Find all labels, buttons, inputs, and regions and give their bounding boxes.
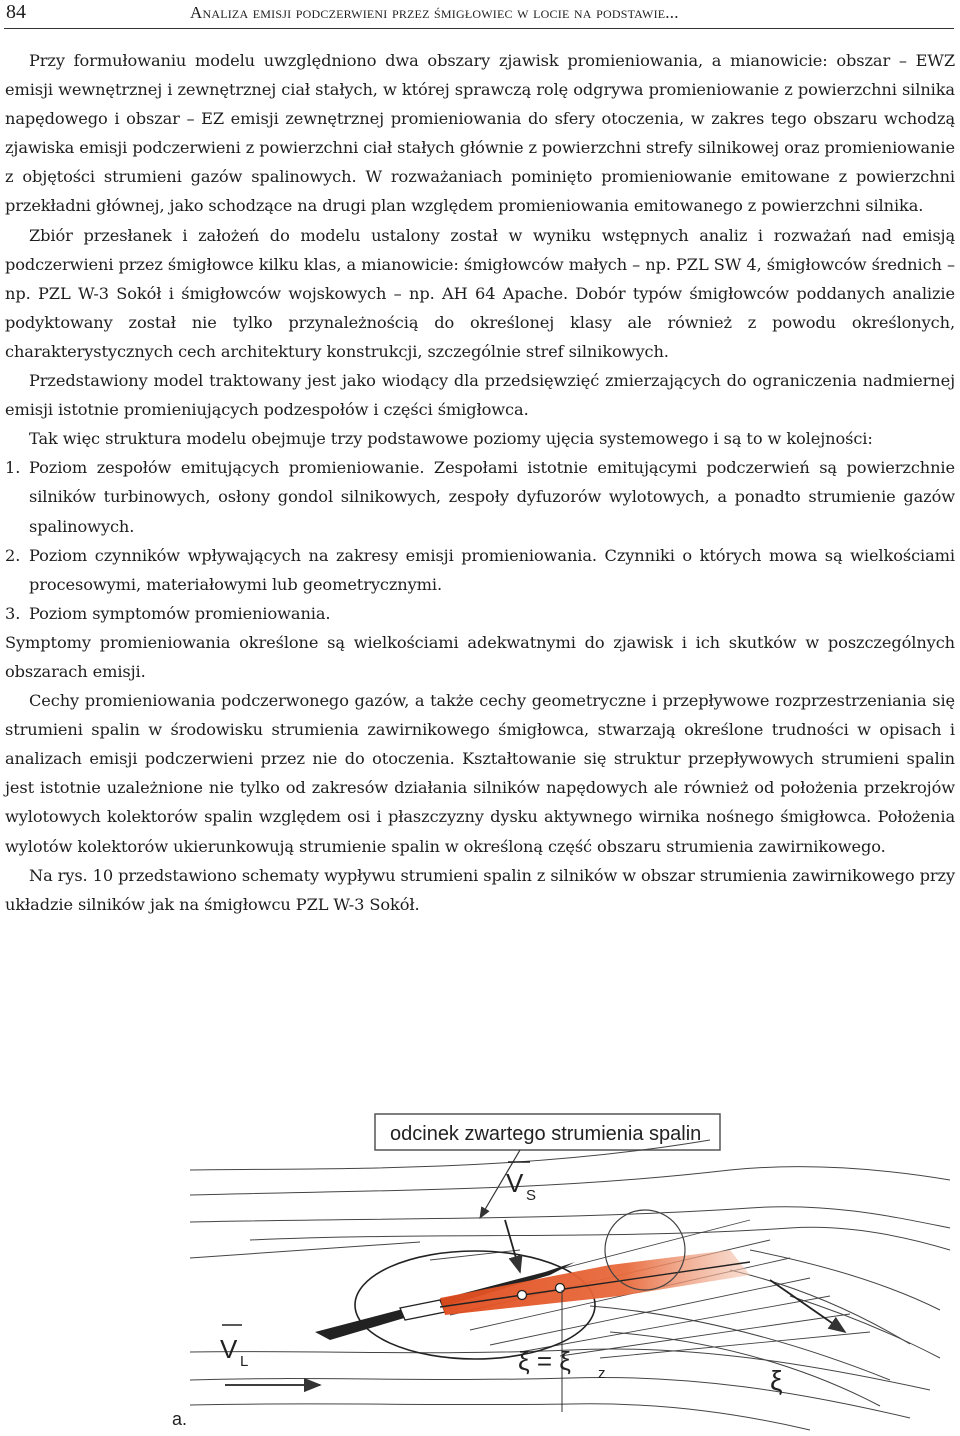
list-item-number: 2. [5, 545, 21, 565]
vs-arrow [505, 1220, 520, 1272]
xi-label: ξ [770, 1365, 783, 1396]
body-text [5, 46, 955, 919]
list-item-text: Poziom zespołów emitujących promieniowanie. Zespołami istotnie emitującymi podczerwień są powierzchnie silników turbinowych, osłony gondol silnikowych, zespoły dyfuzorów wylotowych, a ponadto strumienie gazów spalinowych. [29, 458, 955, 536]
vs-label-sub: S [526, 1187, 537, 1204]
paragraph: Zbiór przesłanek i założeń do modelu ustalony został w wyniku wstępnych analiz i rozważań nad emisją podczerwieni przez śmigłowce kilku klas, a mianowicie: śmigłowców małych – np. PZL SW 4, śmigłowców średnich – np. PZL W-3 Sokół i śmigłowców wojskowych – np. AH 64 Apache. Dobór typów śmigłowców poddanych analizie podyktowany został nie tylko przynależnością do określonej klasy ale również z powodu określonych, charakterystycznych cech architektury konstrukcji, szczególnie stref silnikowych. [5, 225, 955, 361]
vs-label: V [506, 1168, 524, 1198]
exhaust-flow-figure [172, 1100, 950, 1430]
xi-equals-label: ξ = ξ [518, 1346, 571, 1376]
running-title: Analiza emisji podczerwieni przez śmigłowiec w locie na podstawie... [190, 3, 679, 22]
list-item [5, 541, 955, 599]
figure-caption-letter: a. [172, 1409, 188, 1429]
list-item-number: 3. [5, 603, 21, 623]
list-item [5, 599, 955, 628]
vl-label-sub: L [240, 1353, 249, 1370]
vl-label: V [220, 1334, 238, 1364]
list-item-number: 1. [5, 458, 21, 478]
list-item-text: Poziom symptomów promieniowania. [29, 603, 331, 623]
jet-point [518, 1291, 527, 1300]
page-number: 84 [6, 1, 26, 23]
exhaust-flow-diagram [172, 1100, 950, 1430]
paragraph: Cechy promieniowania podczerwonego gazów, a także cechy geometryczne i przepływowe rozprzestrzeniania się strumieni spalin w środowisku strumienia zawirnikowego śmigłowca, stwarzają określone trudności w opisach i analizach emisji podczerwieni przez nie do otoczenia. Kształtowanie się struktur przepływowych strumieni spalin jest istotnie uzależnione nie tylko od zakresów działania silników napędowych ale również od położenia przekrojów wylotowych kolektorów spalin względem osi i płaszczyzny dysku aktywnego wirnika nośnego śmigłowca. Położenia wylotów kolektorów ukierunkowują strumienie spalin w określoną część obszaru strumienia zawirnikowego. [5, 691, 955, 856]
xi-equals-label-sub: z [598, 1365, 606, 1382]
list-item-text: Poziom czynników wpływających na zakresy emisji promieniowania. Czynniki o których mowa są wielkościami procesowymi, materiałowymi lub geometrycznymi. [29, 545, 955, 594]
engine-nacelle [400, 1300, 445, 1320]
paragraph: Przy formułowaniu modelu uwzględniono dwa obszary zjawisk promieniowania, a mianowicie: obszar – EWZ emisji wewnętrznej i zewnętrznej ciał stałych, w której sprawczą rolę odgrywa promieniowanie z powierzchni silnika napędowego i obszar – EZ emisji zewnętrznej promieniowania do sfery otoczenia, w zakres tego obszaru wchodzą zjawiska emisji podczerwieni z powierzchni ciał stałych głównie z powierzchni strefy silnikowej oraz promieniowanie z objętości strumieni gazów spalinowych. W rozważaniach pominięto promieniowanie emitowane z powierzchni przekładni głównej, jako schodzące na drugi plan względem promieniowania emitowanego z powierzchni silnika. [5, 51, 955, 216]
paragraph: Symptomy promieniowania określone są wielkościami adekwatnymi do zjawisk i ich skutków w poszczególnych obszarach emisji. [5, 632, 955, 681]
page-header [4, 0, 954, 29]
paragraph: Na rys. 10 przedstawiono schematy wypływu strumieni spalin z silników w obszar strumienia zawirnikowego przy układzie silników jak na śmigłowcu PZL W-3 Sokół. [5, 865, 955, 914]
paragraph: Przedstawiony model traktowany jest jako wiodący dla przedsięwzięć zmierzających do ograniczenia nadmiernej emisji istotnie promieniujących podzespołów i części śmigłowca. [5, 371, 955, 420]
figure-title: odcinek zwartego strumienia spalin [390, 1123, 702, 1145]
jet-point [556, 1284, 565, 1293]
paragraph: Tak więc struktura modelu obejmuje trzy podstawowe poziomy ujęcia systemowego i są to w kolejności: [29, 429, 873, 449]
list-item [5, 453, 955, 540]
